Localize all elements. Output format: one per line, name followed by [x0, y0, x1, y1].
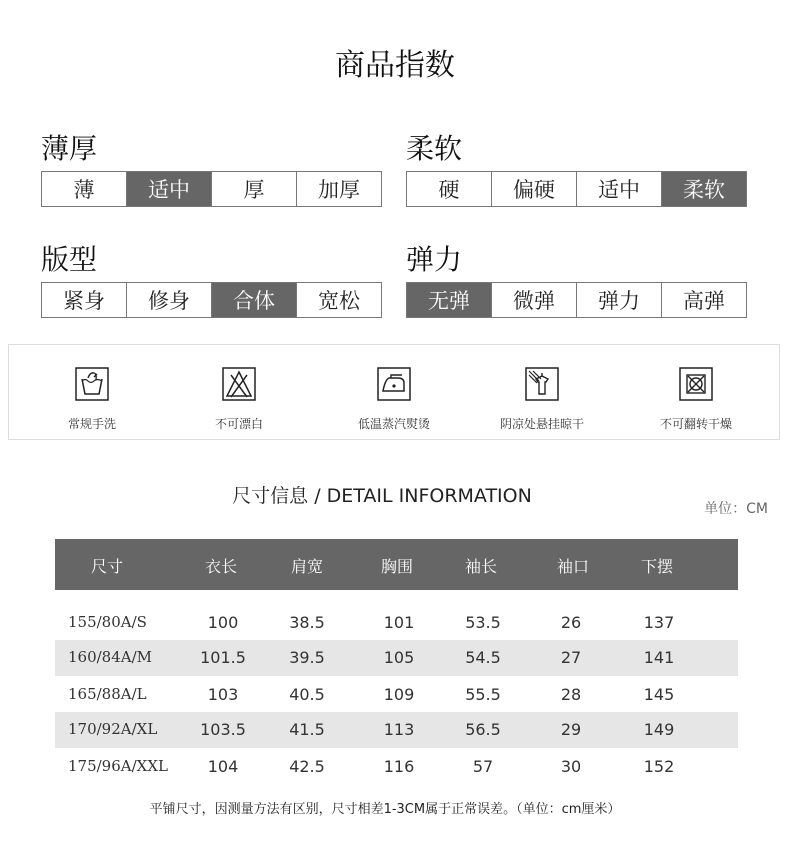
fit-option: 宽松: [296, 283, 381, 317]
measure-cell: 113: [383, 720, 415, 739]
measure-cell: 105: [383, 648, 415, 667]
thickness-options: [41, 171, 382, 207]
measure-cell: 145: [643, 685, 675, 704]
thickness-option: 适中: [126, 172, 211, 206]
elasticity-options: [406, 282, 747, 318]
measure-cell: 39.5: [289, 648, 325, 667]
table-row: [55, 640, 738, 676]
measure-cell: 141: [643, 648, 675, 667]
page-title: 商品指数: [335, 48, 455, 83]
attr-label-fit: 版型: [41, 243, 98, 276]
hand-wash-icon: [75, 367, 109, 401]
care-item-low-iron: [319, 367, 469, 432]
header-cell: 袖口: [557, 557, 590, 576]
shade-hang-dry-icon: [525, 367, 559, 401]
measure-cell: 57: [472, 757, 494, 776]
care-item-hand-wash: [17, 367, 167, 432]
measure-cell: 101: [383, 613, 415, 632]
footnote: 平铺尺寸，因测量方法有区别，尺寸相差1-3CM属于正常误差。（单位：cm厘米）: [149, 802, 621, 817]
header-cell: 尺寸: [91, 557, 124, 576]
measure-cell: 103: [207, 685, 239, 704]
care-label: 不可翻转干燥: [659, 417, 732, 431]
measure-cell: 29: [560, 720, 582, 739]
attr-label-elasticity: 弹力: [406, 243, 463, 276]
attr-label-thickness: 薄厚: [41, 132, 98, 165]
measure-cell: 104: [207, 757, 239, 776]
softness-options: [406, 171, 747, 207]
thickness-option: 厚: [211, 172, 296, 206]
measure-cell: 103.5: [200, 720, 246, 739]
size-cell: 165/88A/L: [68, 685, 147, 703]
measure-cell: 54.5: [465, 648, 501, 667]
attr-label-softness: 柔软: [406, 132, 463, 165]
care-label: 阴凉处悬挂晾干: [499, 417, 584, 431]
measure-cell: 42.5: [289, 757, 325, 776]
measure-cell: 149: [643, 720, 675, 739]
measure-cell: 40.5: [289, 685, 325, 704]
measure-cell: 55.5: [465, 685, 501, 704]
softness-option: 柔软: [661, 172, 746, 206]
softness-option: 偏硬: [491, 172, 576, 206]
size-cell: 155/80A/S: [68, 613, 147, 631]
measure-cell: 152: [643, 757, 675, 776]
measure-cell: 38.5: [289, 613, 325, 632]
header-cell: 胸围: [381, 557, 414, 576]
measure-cell: 41.5: [289, 720, 325, 739]
table-row: [55, 677, 738, 713]
measure-cell: 30: [560, 757, 582, 776]
fit-option: 合体: [211, 283, 296, 317]
measure-cell: 101.5: [200, 648, 246, 667]
measure-cell: 116: [383, 757, 415, 776]
thickness-option: 加厚: [296, 172, 381, 206]
table-row: [55, 712, 738, 748]
care-label: 不可漂白: [214, 417, 263, 431]
softness-option: 硬: [438, 178, 460, 202]
no-tumble-dry-icon: [679, 367, 713, 401]
table-row: [55, 749, 738, 785]
elasticity-option: 弹力: [576, 283, 661, 317]
detail-title: 尺寸信息 / DETAIL INFORMATION: [232, 485, 532, 507]
low-iron-icon: [377, 367, 411, 401]
care-instructions-panel: [8, 344, 780, 440]
no-bleach-icon: [222, 367, 256, 401]
measure-cell: 28: [560, 685, 582, 704]
measure-cell: 100: [207, 613, 239, 632]
measure-cell: 56.5: [465, 720, 501, 739]
care-label: 低温蒸汽熨烫: [357, 417, 430, 431]
header-cell: 衣长: [205, 557, 238, 576]
unit-label: 单位：CM: [704, 501, 768, 517]
care-item-no-bleach: [164, 367, 314, 432]
size-cell: 175/96A/XXL: [68, 757, 168, 775]
header-cell: 袖长: [465, 557, 498, 576]
elasticity-option: 无弹: [407, 283, 491, 317]
measure-cell: 27: [560, 648, 582, 667]
header-cell: 肩宽: [291, 557, 324, 576]
measure-cell: 26: [560, 613, 582, 632]
table-row: [55, 605, 738, 641]
elasticity-option: 高弹: [661, 283, 746, 317]
header-cell: 下摆: [641, 557, 674, 576]
size-cell: 170/92A/XL: [68, 720, 158, 738]
care-item-shade-hang-dry: [467, 367, 617, 432]
fit-option: 紧身: [63, 289, 105, 313]
fit-options: [41, 282, 382, 318]
care-label: 常规手洗: [67, 417, 116, 431]
fit-option: 修身: [126, 283, 211, 317]
softness-option: 适中: [576, 172, 661, 206]
thickness-option: 薄: [73, 178, 95, 202]
size-cell: 160/84A/M: [68, 648, 153, 666]
care-item-no-tumble-dry: [621, 367, 771, 432]
elasticity-option: 微弹: [491, 283, 576, 317]
measure-cell: 109: [383, 685, 415, 704]
size-table-header: [55, 539, 738, 590]
measure-cell: 53.5: [465, 613, 501, 632]
measure-cell: 137: [643, 613, 675, 632]
